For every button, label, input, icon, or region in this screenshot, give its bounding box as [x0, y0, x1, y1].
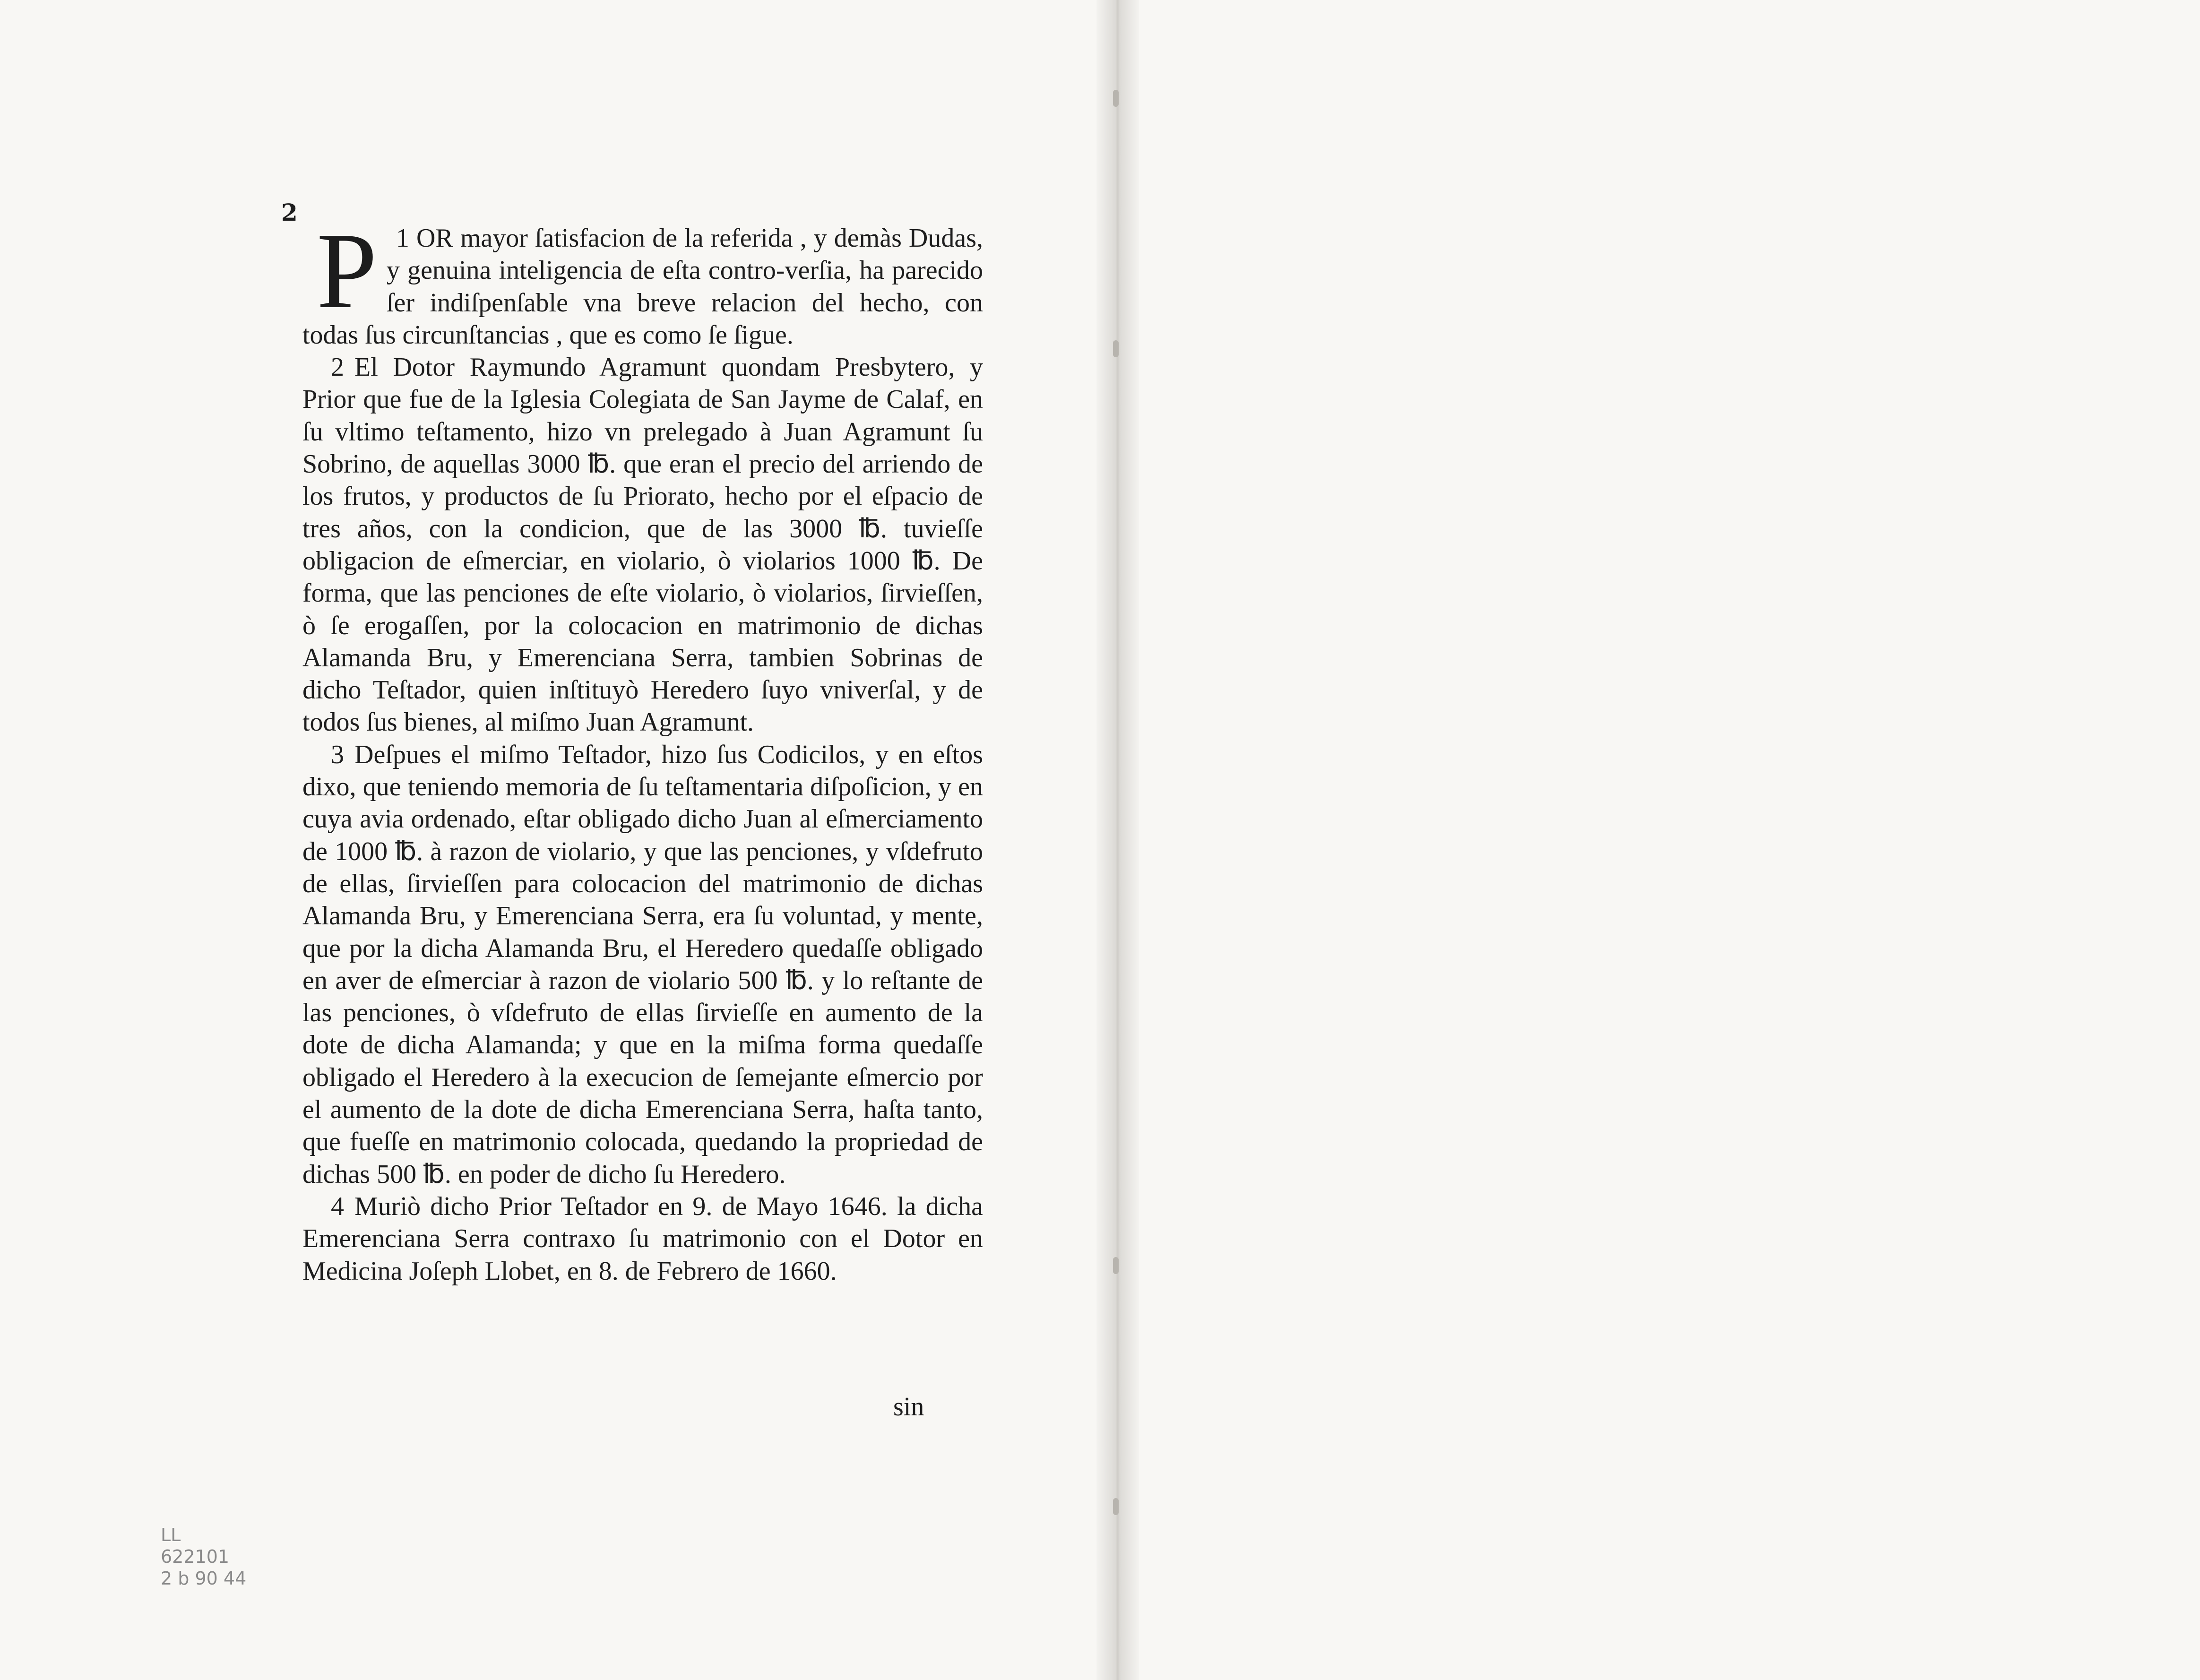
paragraph-number: 3 [331, 740, 344, 769]
paragraph-3 [302, 739, 983, 1190]
paragraph-number: 1 [396, 224, 409, 253]
pencil-note-line: 622101 [161, 1546, 230, 1567]
pencil-note-line: 2 b 90 44 [161, 1568, 247, 1589]
left-page [0, 0, 1096, 1680]
pencil-annotation [161, 1524, 246, 1589]
drop-cap: P [317, 210, 377, 331]
paragraph-text: Deſpues el miſmo Teſtador, hizo ſus Codicilos, y en eſtos dixo, que teniendo memoria de ſu teſtamentaria diſpoſicion, y en cuya avia ordenado, eſtar obligado dicho Juan al eſmerciamento de 1000 ℔. à razon de violario, y que las penciones, y vſdefruto de ellas, ſirvieſſen para colocacion del matrimonio de dichas Alamanda Bru, y Emerenciana Serra, era ſu voluntad, y mente, que por la dicha Alamanda Bru, el Heredero quedaſſe obligado en aver de eſmerciar à razon de violario 500 ℔. y lo reſtante de las penciones, ò vſdefruto de ellas ſirvieſſe en aumento de la dote de dicha Alamanda; y que en la miſma forma quedaſſe obligado el Heredero à la execucion de ſemejante eſmercio por el aumento de la dote de dicha Emerenciana Serra, haſta tanto, que fueſſe en matrimonio colocada, quedando la propriedad de dichas 500 ℔. en poder de dicho ſu Heredero. [302, 740, 983, 1189]
paragraph-text: OR mayor ſatisfacion de la referida , y demàs Dudas, y genuina inteligencia de eſta contro-verſia, ha parecido ſer indiſpenſable vna breve relacion del hecho, con todas ſus circunſtancias , que es como ſe ſigue. [302, 224, 984, 350]
right-page [1139, 0, 2200, 1680]
binding-thread-mark [1113, 90, 1119, 107]
paragraph-4 [302, 1190, 983, 1287]
binding-thread-mark [1113, 1257, 1119, 1274]
left-text-block [302, 210, 984, 1287]
catchword: sin [893, 1392, 924, 1422]
pencil-note-line: LL [161, 1525, 181, 1545]
binding-thread-mark [1113, 340, 1119, 357]
paragraph-number: 2 [331, 353, 344, 382]
paragraph-number: 4 [331, 1191, 344, 1221]
binding-thread-mark [1113, 1498, 1119, 1515]
paragraph-text: El Dotor Raymundo Agramunt quondam Presbytero, y Prior que fue de la Iglesia Colegiata de San Jayme de Calaf, en ſu vltimo teſtamento, hizo vn prelegado à Juan Agramunt ſu Sobrino, de aquellas 3000 ℔. que eran el precio del arriendo de los frutos, y productos de ſu Priorato, hecho por el eſpacio de tres años, con la condicion, que de las 3000 ℔. tuvieſſe obligacion de eſmerciar, en violario, ò violarios 1000 ℔. De forma, que las penciones de eſte violario, ò violarios, ſirvieſſen, ò ſe erogaſſen, por la colocacion en matrimonio de dichas Alamanda Bru, y Emerenciana Serra, tambien Sobrinas de dicho Teſtador, quien inſtituyò Heredero ſuyo vniverſal, y de todos ſus bienes, al miſmo Juan Agramunt. [302, 353, 983, 737]
binding-gutter [1096, 0, 1139, 1680]
paragraph-2 [302, 351, 983, 739]
paragraph-text: Muriò dicho Prior Teſtador en 9. de Mayo 1646. la dicha Emerenciana Serra contraxo ſu matrimonio con el Dotor en Medicina Joſeph Llobet, en 8. de Febrero de 1660. [302, 1191, 983, 1286]
page-number: 2 [281, 198, 298, 226]
paragraph-1 [302, 210, 984, 351]
